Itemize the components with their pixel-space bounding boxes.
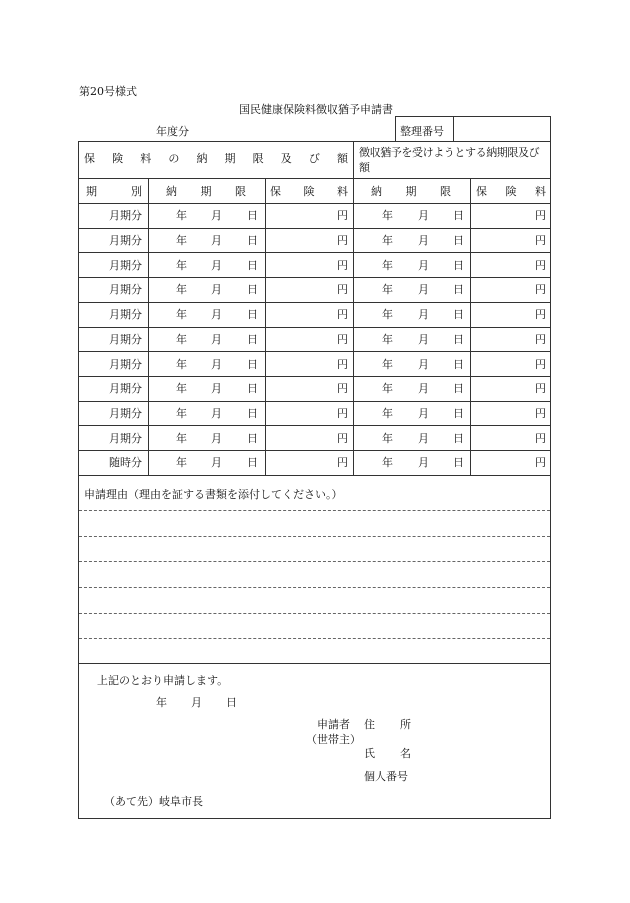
row-due-day: 日 <box>247 209 258 223</box>
col-header-deferred-due-date: 納 期 限 <box>371 185 451 198</box>
row-due-day: 日 <box>247 332 258 346</box>
row-deferred-day: 日 <box>453 234 464 248</box>
row-deferred-day: 日 <box>453 357 464 371</box>
row-deferred-year: 年 <box>382 357 393 371</box>
row-due-year: 年 <box>176 357 187 371</box>
row-due-day: 日 <box>247 406 258 420</box>
row-premium-yen: 円 <box>337 357 348 371</box>
row-period: 月期分 <box>109 406 142 420</box>
row-premium-yen: 円 <box>337 209 348 223</box>
table-border <box>78 818 551 819</box>
row-deferred-year: 年 <box>382 234 393 248</box>
row-premium-yen: 円 <box>337 382 348 396</box>
row-due-month: 月 <box>211 283 222 297</box>
row-deferred-year: 年 <box>382 258 393 272</box>
row-due-month: 月 <box>211 431 222 445</box>
row-deferred-month: 月 <box>418 283 429 297</box>
row-due-year: 年 <box>176 308 187 322</box>
row-deferred-month: 月 <box>418 456 429 470</box>
row-period: 月期分 <box>109 308 142 322</box>
row-due-day: 日 <box>247 308 258 322</box>
row-deferred-year: 年 <box>382 209 393 223</box>
household-head-label: （世帯主） <box>306 733 361 746</box>
reason-writing-line[interactable] <box>79 536 550 537</box>
management-number-label: 整理番号 <box>400 125 444 138</box>
col-header-premium: 保 険 料 <box>270 185 348 198</box>
address-label-2: 所 <box>400 718 411 731</box>
table-border <box>395 116 396 141</box>
row-deferred-month: 月 <box>418 209 429 223</box>
row-deferred-year: 年 <box>382 456 393 470</box>
row-premium-yen: 円 <box>337 332 348 346</box>
row-deferred-year: 年 <box>382 382 393 396</box>
form-title: 国民健康保険料徴収猶予申請書 <box>239 103 393 116</box>
row-due-year: 年 <box>176 283 187 297</box>
table-border <box>78 475 551 476</box>
row-due-month: 月 <box>211 357 222 371</box>
row-deferred-yen: 円 <box>535 283 546 297</box>
row-due-month: 月 <box>211 382 222 396</box>
table-border <box>78 141 79 819</box>
row-deferred-month: 月 <box>418 382 429 396</box>
reason-writing-line[interactable] <box>79 638 550 639</box>
application-date-month: 月 <box>191 696 202 709</box>
reason-writing-line[interactable] <box>79 510 550 511</box>
row-due-year: 年 <box>176 431 187 445</box>
row-deferred-day: 日 <box>453 258 464 272</box>
row-due-year: 年 <box>176 382 187 396</box>
row-deferred-day: 日 <box>453 283 464 297</box>
row-period: 月期分 <box>109 258 142 272</box>
row-deferred-yen: 円 <box>535 234 546 248</box>
row-deferred-yen: 円 <box>535 357 546 371</box>
row-premium-yen: 円 <box>337 234 348 248</box>
row-due-month: 月 <box>211 308 222 322</box>
row-premium-yen: 円 <box>337 283 348 297</box>
row-due-month: 月 <box>211 332 222 346</box>
table-border <box>550 116 551 819</box>
row-deferred-month: 月 <box>418 234 429 248</box>
row-due-day: 日 <box>247 382 258 396</box>
col-header-due-date: 納 期 限 <box>166 185 246 198</box>
row-deferred-year: 年 <box>382 283 393 297</box>
row-period: 月期分 <box>109 357 142 371</box>
row-period: 月期分 <box>109 332 142 346</box>
row-period: 月期分 <box>109 283 142 297</box>
table-border <box>453 116 454 141</box>
row-due-year: 年 <box>176 456 187 470</box>
row-period: 月期分 <box>109 234 142 248</box>
row-deferred-day: 日 <box>453 308 464 322</box>
deferral-header: 徴収猶予を受けようとする納期限及び額 <box>359 146 540 174</box>
name-label-1: 氏 <box>364 747 375 760</box>
row-due-year: 年 <box>176 258 187 272</box>
fiscal-year-label: 年度分 <box>156 125 189 138</box>
row-period: 月期分 <box>109 209 142 223</box>
col-header-period: 期 別 <box>86 185 142 198</box>
table-border <box>78 663 551 664</box>
premium-deadline-header: 保 険 料 の 納 期 限 及 び 額 <box>84 152 348 165</box>
row-due-day: 日 <box>247 283 258 297</box>
row-deferred-month: 月 <box>418 357 429 371</box>
row-deferred-year: 年 <box>382 308 393 322</box>
row-due-day: 日 <box>247 357 258 371</box>
table-border <box>78 141 551 142</box>
row-deferred-yen: 円 <box>535 406 546 420</box>
row-premium-yen: 円 <box>337 308 348 322</box>
addressee: （あて先）岐阜市長 <box>104 795 203 808</box>
row-deferred-year: 年 <box>382 431 393 445</box>
col-header-deferred-premium: 保 険 料 <box>476 185 546 198</box>
row-premium-yen: 円 <box>337 431 348 445</box>
row-premium-yen: 円 <box>337 456 348 470</box>
row-premium-yen: 円 <box>337 258 348 272</box>
row-deferred-year: 年 <box>382 406 393 420</box>
reason-writing-line[interactable] <box>79 561 550 562</box>
row-period: 月期分 <box>109 382 142 396</box>
statement-text: 上記のとおり申請します。 <box>97 674 229 687</box>
row-due-month: 月 <box>211 234 222 248</box>
applicant-label: 申請者 <box>317 718 350 731</box>
row-deferred-yen: 円 <box>535 308 546 322</box>
row-due-day: 日 <box>247 258 258 272</box>
row-deferred-yen: 円 <box>535 332 546 346</box>
row-due-year: 年 <box>176 406 187 420</box>
row-deferred-month: 月 <box>418 258 429 272</box>
row-due-day: 日 <box>247 234 258 248</box>
row-due-month: 月 <box>211 406 222 420</box>
individual-number-label: 個人番号 <box>364 770 408 783</box>
row-deferred-yen: 円 <box>535 258 546 272</box>
row-deferred-yen: 円 <box>535 431 546 445</box>
row-due-day: 日 <box>247 456 258 470</box>
row-deferred-yen: 円 <box>535 209 546 223</box>
row-deferred-year: 年 <box>382 332 393 346</box>
row-due-month: 月 <box>211 209 222 223</box>
row-due-day: 日 <box>247 431 258 445</box>
row-deferred-month: 月 <box>418 308 429 322</box>
row-due-year: 年 <box>176 209 187 223</box>
row-period: 月期分 <box>109 431 142 445</box>
row-due-month: 月 <box>211 456 222 470</box>
row-deferred-day: 日 <box>453 431 464 445</box>
row-premium-yen: 円 <box>337 406 348 420</box>
row-due-year: 年 <box>176 332 187 346</box>
form-number: 第20号様式 <box>79 85 137 98</box>
management-number-field[interactable] <box>456 118 548 139</box>
table-border <box>395 116 551 117</box>
row-deferred-yen: 円 <box>535 456 546 470</box>
row-deferred-month: 月 <box>418 332 429 346</box>
row-period: 随時分 <box>109 456 142 470</box>
row-deferred-month: 月 <box>418 431 429 445</box>
row-due-year: 年 <box>176 234 187 248</box>
reason-label: 申請理由（理由を証する書類を添付してください。） <box>84 488 343 501</box>
reason-writing-line[interactable] <box>79 613 550 614</box>
reason-writing-line[interactable] <box>79 587 550 588</box>
application-date-day: 日 <box>226 696 237 709</box>
name-label-2: 名 <box>400 747 411 760</box>
row-deferred-yen: 円 <box>535 382 546 396</box>
row-deferred-day: 日 <box>453 456 464 470</box>
row-deferred-day: 日 <box>453 209 464 223</box>
application-date-year: 年 <box>156 696 167 709</box>
row-deferred-month: 月 <box>418 406 429 420</box>
row-due-month: 月 <box>211 258 222 272</box>
row-deferred-day: 日 <box>453 406 464 420</box>
row-deferred-day: 日 <box>453 382 464 396</box>
address-label-1: 住 <box>364 718 375 731</box>
row-deferred-day: 日 <box>453 332 464 346</box>
